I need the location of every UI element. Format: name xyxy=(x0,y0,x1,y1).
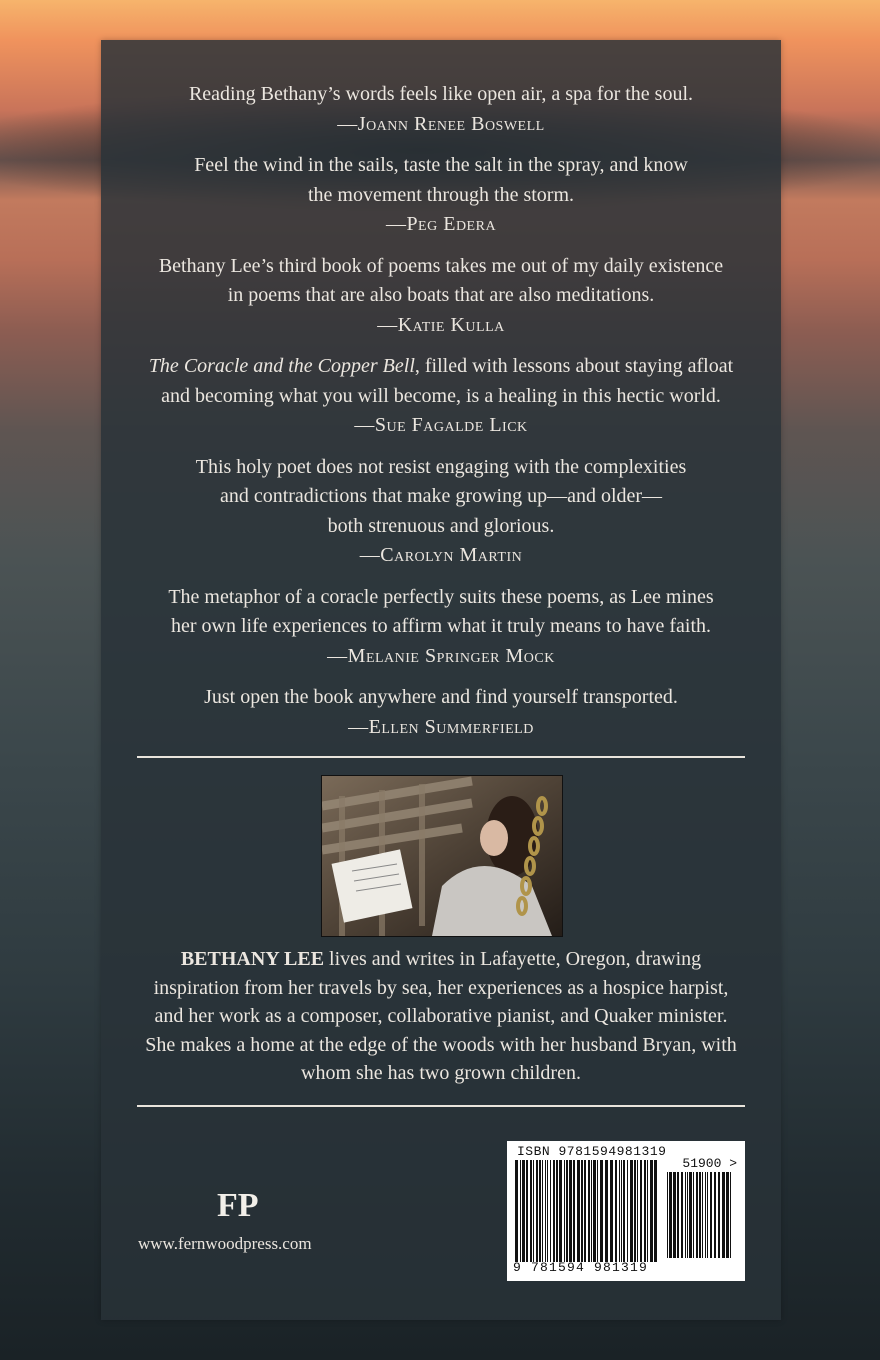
back-cover-panel xyxy=(101,40,781,1320)
barcode-bar xyxy=(693,1172,694,1258)
barcode-bar xyxy=(696,1172,698,1258)
endorsement xyxy=(101,151,781,240)
barcode-bar xyxy=(584,1160,586,1262)
endorsement-attribution: —Katie Kulla xyxy=(377,313,505,336)
barcode-bar xyxy=(630,1160,633,1262)
price-addon-bars xyxy=(667,1172,737,1258)
barcode-bar xyxy=(550,1160,551,1262)
barcode-bar xyxy=(687,1172,688,1258)
barcode-bar xyxy=(545,1160,546,1262)
book-title: The Coracle and the Copper Bell xyxy=(148,355,415,377)
endorsement-attribution: —Joann Renee Boswell xyxy=(337,112,545,135)
barcode-bar xyxy=(621,1160,622,1262)
endorsement-text: her own life experiences to affirm what it truly means to have faith. xyxy=(171,615,711,637)
endorsement-attribution: —Melanie Springer Mock xyxy=(327,644,555,667)
barcode-bar xyxy=(677,1172,679,1258)
barcode-bar xyxy=(593,1160,596,1262)
endorsement-text-part: , filled with lessons about staying afloat xyxy=(414,355,734,377)
barcode-bar xyxy=(634,1160,636,1262)
barcode-bar xyxy=(619,1160,620,1262)
endorsement-text: both strenuous and glorious. xyxy=(327,514,555,537)
barcode-bar xyxy=(650,1160,653,1262)
barcode-bar xyxy=(714,1172,716,1258)
barcode-bar xyxy=(553,1160,555,1262)
barcode-bar xyxy=(569,1160,572,1262)
divider-top xyxy=(137,756,745,758)
endorsement-attribution: —Peg Edera xyxy=(385,213,497,235)
isbn-barcode xyxy=(507,1141,745,1281)
barcode-bar xyxy=(627,1160,628,1262)
barcode-bar xyxy=(681,1172,683,1258)
barcode-bar xyxy=(623,1160,625,1262)
barcode-bar xyxy=(573,1160,575,1262)
barcode-bar xyxy=(722,1172,725,1258)
endorsement xyxy=(101,683,781,742)
barcode-bar xyxy=(710,1172,712,1258)
barcode-bar xyxy=(605,1160,608,1262)
fernwood-press-logo xyxy=(213,1180,261,1228)
barcode-bar xyxy=(556,1160,558,1262)
endorsement-text: and contradictions that make growing up—and older— xyxy=(219,485,663,507)
endorsement-text: in poems that are also boats that are also meditations. xyxy=(227,284,655,306)
barcode-bar xyxy=(533,1160,534,1262)
endorsement-text xyxy=(101,352,781,382)
barcode-bar xyxy=(566,1160,568,1262)
barcode-digits: 9 781594 981319 xyxy=(513,1260,649,1275)
barcode-bar xyxy=(699,1172,701,1258)
barcode-bar xyxy=(640,1160,642,1262)
author-bio xyxy=(141,945,741,1088)
endorsement-text: Reading Bethany’s words feels like open air, a spa for the soul. xyxy=(188,83,694,105)
barcode-bar xyxy=(730,1172,731,1258)
endorsements xyxy=(101,80,781,754)
barcode-bar xyxy=(673,1172,676,1258)
barcode-bar xyxy=(644,1160,646,1262)
endorsement-text: This holy poet does not resist engaging with the complexities xyxy=(195,455,687,478)
barcode-bar xyxy=(581,1160,583,1262)
barcode-bar xyxy=(559,1160,562,1262)
endorsement xyxy=(101,583,781,672)
endorsement-attribution: —Sue Fagalde Lick xyxy=(354,414,528,436)
barcode-bar xyxy=(577,1160,580,1262)
barcode-bar xyxy=(669,1172,672,1258)
barcode-bar xyxy=(539,1160,541,1262)
barcode-bar xyxy=(530,1160,532,1262)
barcode-bar xyxy=(536,1160,538,1262)
barcode-bar xyxy=(588,1160,590,1262)
endorsement xyxy=(101,252,781,341)
isbn-label: ISBN 9781594981319 xyxy=(517,1144,667,1159)
barcode-bar xyxy=(705,1172,706,1258)
barcode-bar xyxy=(547,1160,548,1262)
barcode-bar xyxy=(600,1160,603,1262)
barcode-bar xyxy=(726,1172,729,1258)
barcode-bar xyxy=(685,1172,686,1258)
author-photo xyxy=(321,775,563,937)
price-code: 51900 > xyxy=(682,1156,737,1171)
barcode-bar xyxy=(542,1160,543,1262)
barcode-bar xyxy=(689,1172,692,1258)
endorsement-text: Feel the wind in the sails, taste the salt in the spray, and know xyxy=(194,154,688,176)
barcode-bar xyxy=(520,1160,521,1262)
endorsement-text: The metaphor of a coracle perfectly suits these poems, as Lee mines xyxy=(168,585,714,608)
endorsement-text: Bethany Lee’s third book of poems takes me out of my daily existence xyxy=(158,254,724,277)
endorsement xyxy=(101,80,781,139)
endorsement xyxy=(101,453,781,571)
barcode-bar xyxy=(615,1160,617,1262)
barcode-bar xyxy=(667,1172,668,1258)
publisher-website: www.fernwoodpress.com xyxy=(138,1234,312,1253)
author-bio-text: lives and writes in Lafayette, Oregon, drawing inspiration from her travels by sea, her experiences as a hospice harpist, and her work as a composer, collaborative pianist, and Quaker minister. She makes a home at the edge of the woods with her husband Bryan, with whom she has two grown children. xyxy=(145,948,737,1084)
divider-bottom xyxy=(137,1105,745,1107)
barcode-bar xyxy=(564,1160,565,1262)
barcode-bar xyxy=(610,1160,613,1262)
barcode-bar xyxy=(526,1160,528,1262)
endorsement-text: the movement through the storm. xyxy=(307,183,575,206)
author-name: BETHANY LEE xyxy=(180,948,325,970)
barcode-bar xyxy=(637,1160,638,1262)
endorsement xyxy=(101,352,781,441)
author-photo-image xyxy=(322,776,562,936)
endorsement-text: and becoming what you will become, is a healing in this hectic world. xyxy=(161,384,721,407)
barcode-bar xyxy=(718,1172,720,1258)
endorsement-text: Just open the book anywhere and find yourself transported. xyxy=(204,686,678,708)
endorsement-attribution: —Ellen Summerfield xyxy=(348,715,534,738)
logo-letters: FP xyxy=(217,1187,259,1224)
barcode-bar xyxy=(522,1160,525,1262)
barcode-bar xyxy=(591,1160,592,1262)
barcode-bar xyxy=(597,1160,598,1262)
barcode-bar xyxy=(702,1172,703,1258)
barcode-bar xyxy=(707,1172,708,1258)
barcode-bar xyxy=(647,1160,648,1262)
endorsement-attribution: —Carolyn Martin xyxy=(359,544,523,566)
barcode-bar xyxy=(654,1160,657,1262)
barcode-bar xyxy=(515,1160,518,1262)
ean-barcode-bars xyxy=(515,1160,657,1262)
